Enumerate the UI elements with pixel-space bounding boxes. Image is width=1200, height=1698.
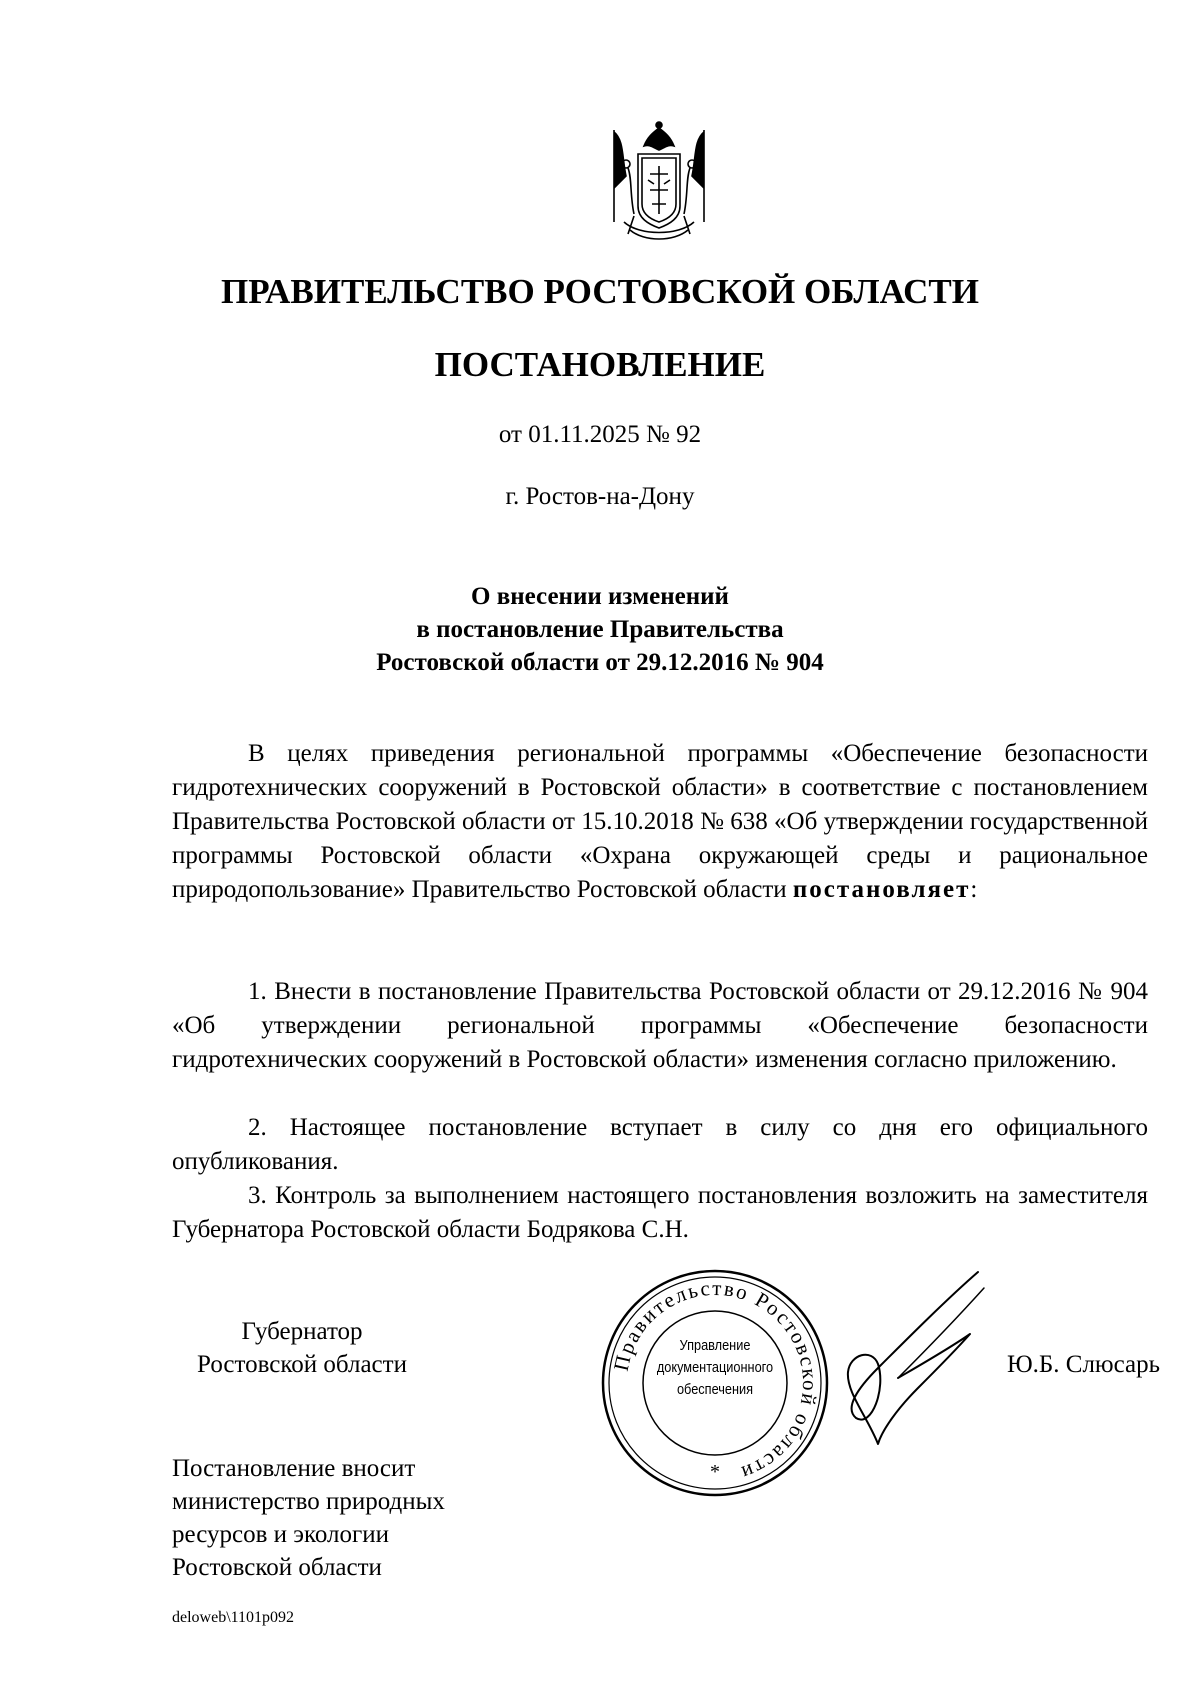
preamble-keyword: постановляет — [792, 876, 971, 903]
resolution-item: 1. Внести в постановление Правительства Ростовской области от 29.12.2016 № 904 «Об утверждении региональной программы «Обеспечение безопасности гидротехнических сооружений в Ростовской области» изменения согласно приложению. — [172, 978, 1148, 1073]
preamble-paragraph — [172, 737, 1148, 907]
organization-name: ПРАВИТЕЛЬСТВО РОСТОВСКОЙ ОБЛАСТИ — [221, 272, 979, 311]
submitted-by-line-1: Постановление вносит — [172, 1455, 416, 1482]
preamble-text: В целях приведения региональной программы «Обеспечение безопасности гидротехнических сооружений в Ростовской области» в соответствие с постановлением Правительства Ростовской области от 15.10.2018 № 638 «Об утверждении государственной программы Ростовской области «Охрана окружающей среды и рациональное природопользование» Правительство Ростовской области — [172, 740, 1148, 903]
resolution-item: 3. Контроль за выполнением настоящего постановления возложить на заместителя Губернатора Ростовской области Бодрякова С.Н. — [172, 1182, 1148, 1243]
submitted-by-line-4: Ростовской области — [172, 1554, 382, 1581]
title-line-3: Ростовской области от 29.12.2016 № 904 — [376, 649, 824, 676]
preamble-end: : — [970, 876, 978, 903]
title-line-2: в постановление Правительства — [416, 616, 784, 643]
coat-of-arms-icon — [604, 118, 714, 246]
signatory-position-line-1: Губернатор — [241, 1318, 363, 1345]
signer-name: Ю.Б. Слюсарь — [1006, 1351, 1160, 1378]
document-city: г. Ростов-на-Дону — [505, 483, 695, 510]
resolution-items — [172, 975, 1148, 1247]
stamp-center-text — [651, 1335, 779, 1401]
footer-document-code: deloweb\1101p092 — [172, 1609, 295, 1626]
submitted-by — [172, 1452, 445, 1584]
signatory-position — [172, 1315, 432, 1381]
document-title — [0, 580, 1200, 679]
title-line-1: О внесении изменений — [471, 583, 729, 610]
resolution-item: 2. Настоящее постановление вступает в силу со дня его официального опубликования. — [172, 1114, 1148, 1175]
stamp-star: * — [710, 1461, 720, 1483]
document-type: ПОСТАНОВЛЕНИЕ — [434, 345, 766, 384]
stamp-center-line-1: Управление — [679, 1337, 751, 1354]
stamp-center-line-3: обеспечения — [676, 1381, 754, 1398]
signatory-position-line-2: Ростовской области — [197, 1351, 407, 1378]
stamp-ring-text: Правительство Ростовской области — [608, 1275, 823, 1486]
submitted-by-line-2: министерство природных — [172, 1488, 445, 1515]
submitted-by-line-3: ресурсов и экологии — [172, 1521, 390, 1548]
stamp-center-line-2: документационного — [656, 1359, 774, 1376]
document-date-number: от 01.11.2025 № 92 — [498, 421, 702, 448]
